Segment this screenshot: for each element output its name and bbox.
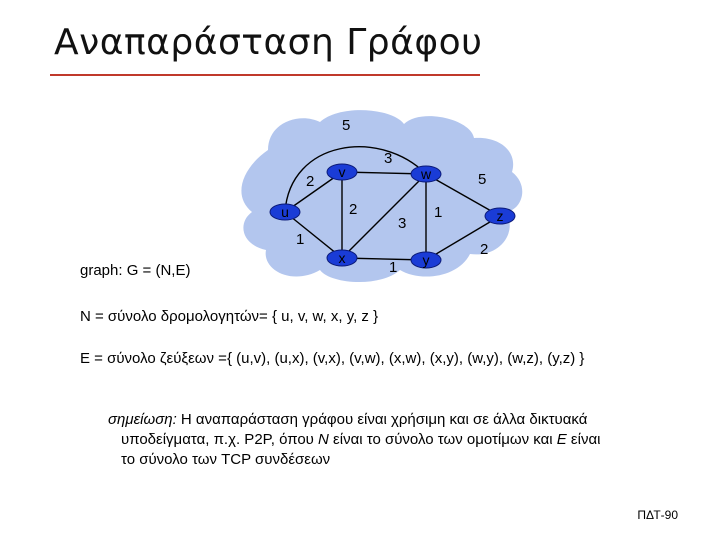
edge-cost-u-w: 5 — [342, 117, 351, 134]
router-label-x: x — [338, 250, 346, 266]
router-label-v: v — [338, 164, 346, 180]
router-label-y: y — [422, 252, 430, 268]
note-line-2-c: είναι — [566, 431, 601, 448]
router-label-w: w — [420, 166, 432, 182]
slide-title: Αναπαράσταση Γράφου — [54, 22, 483, 63]
note-e-symbol: E — [556, 431, 567, 448]
edge-cost-u-x: 1 — [296, 231, 305, 248]
note-n-symbol: N — [318, 431, 329, 448]
note-line-3: το σύνολο των TCP συνδέσεων — [121, 451, 331, 468]
node-set-definition: N = σύνολο δρομολογητών= { u, v, w, x, y, z } — [80, 308, 379, 325]
note-line-2 — [108, 430, 708, 450]
slide-number: ΠΔΤ-90 — [637, 508, 678, 522]
edge-set-definition: E = σύνολο ζεύξεων ={ (u,v), (u,x), (v,x), (v,w), (x,w), (x,y), (w,y), (w,z), (y,z) } — [80, 350, 585, 367]
note-line-1 — [108, 410, 708, 430]
edge-cost-x-w: 3 — [398, 215, 407, 232]
edge-cost-x-y: 1 — [389, 259, 398, 276]
edge-cost-y-z: 2 — [480, 241, 489, 258]
edge-cost-v-w: 3 — [384, 150, 393, 167]
router-node-y — [411, 252, 441, 268]
note-prefix: σημείωση: — [108, 411, 177, 428]
router-label-z: z — [496, 208, 504, 224]
edge-cost-w-z: 5 — [478, 171, 487, 188]
note-line-1-text: Η αναπαράσταση γράφου είναι χρήσιμη και σε άλλα δικτυακά — [176, 411, 588, 428]
edge-cost-u-v: 2 — [306, 173, 315, 190]
router-node-x — [327, 250, 357, 266]
router-node-w — [411, 166, 441, 182]
router-label-u: u — [281, 204, 289, 220]
note-line-2-a: υποδείγματα, π.χ. P2P, όπου — [121, 431, 319, 448]
router-node-u — [270, 204, 300, 220]
edge-cost-w-y: 1 — [434, 204, 443, 221]
edge-cost-v-x: 2 — [349, 201, 358, 218]
graph-definition-label: graph: G = (N,E) — [80, 262, 191, 279]
note-line-2-b: είναι το σύνολο των ομοτίμων και — [328, 431, 557, 448]
router-node-v — [327, 164, 357, 180]
router-node-z — [485, 208, 515, 224]
note-text — [108, 410, 708, 470]
